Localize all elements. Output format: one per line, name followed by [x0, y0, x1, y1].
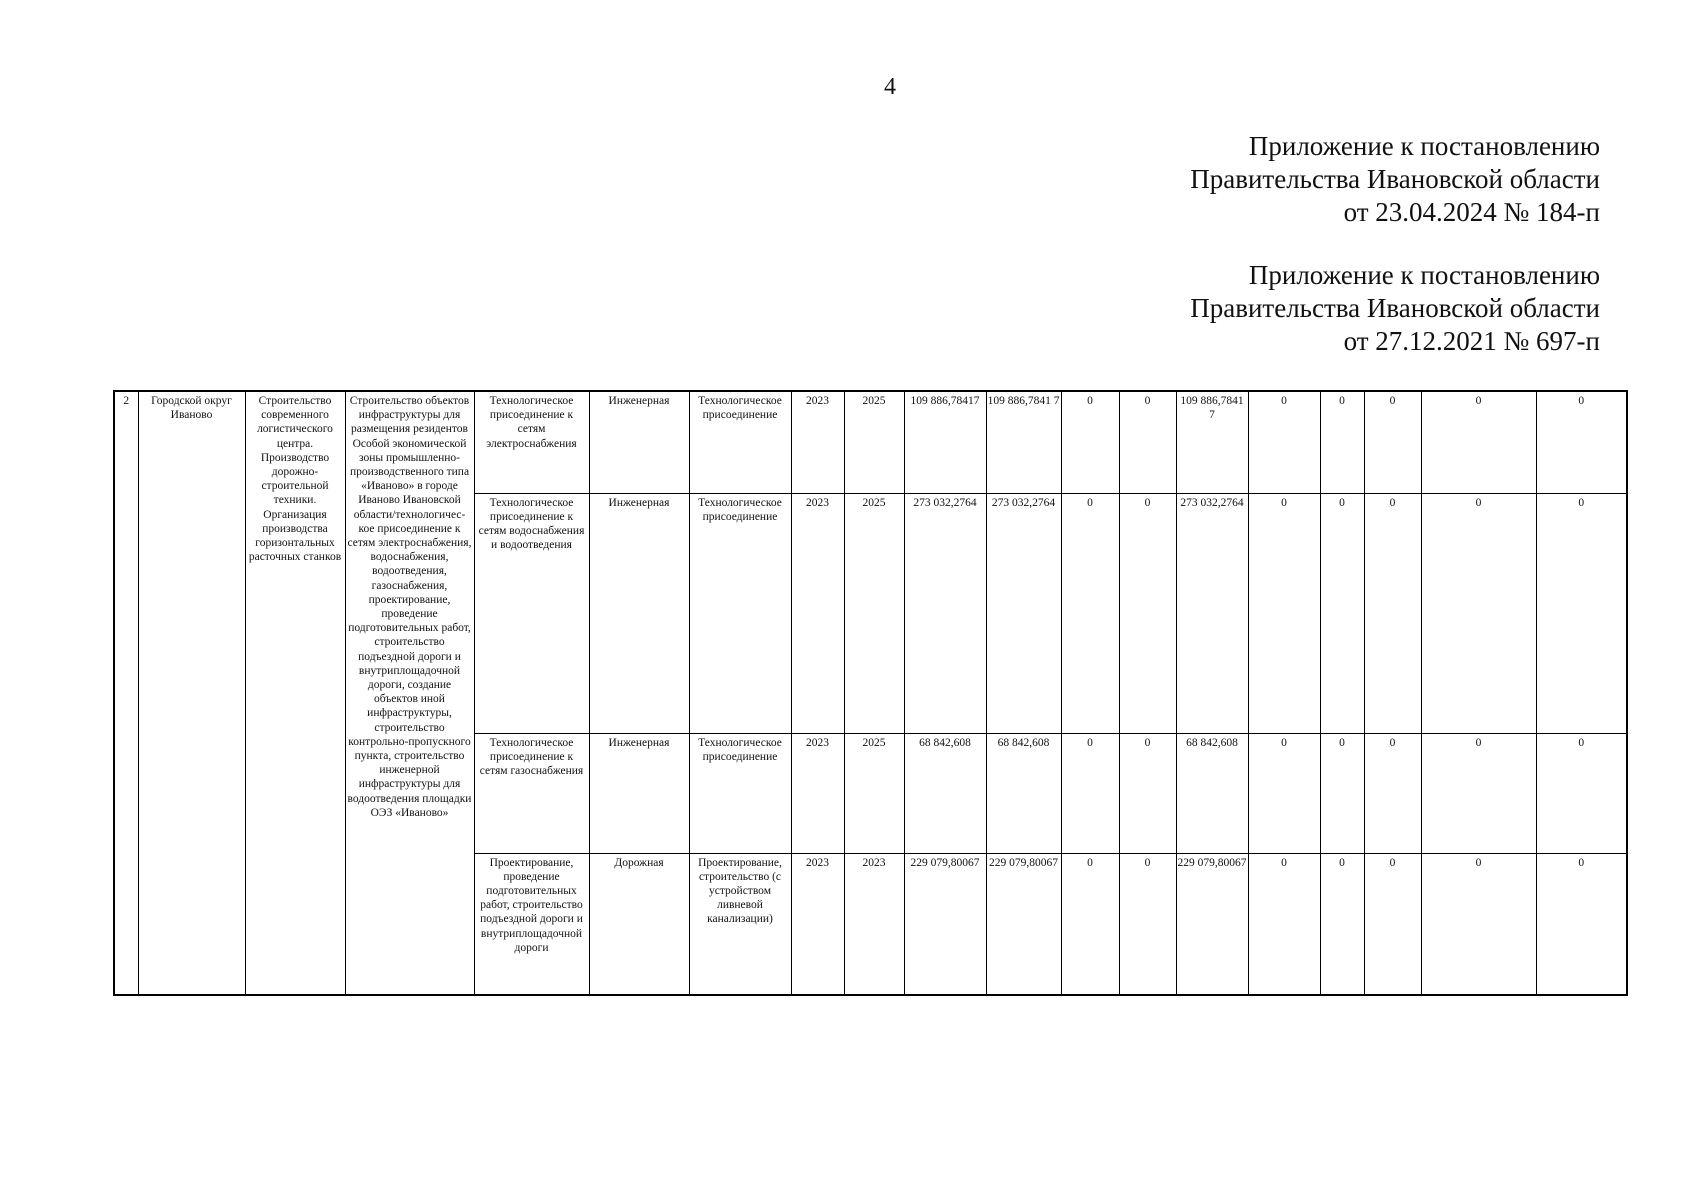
appendix-line: Приложение к постановлению [1248, 260, 1600, 290]
total-cost-cell: 273 032,2764 [904, 493, 986, 733]
value-cell: 0 [1119, 391, 1176, 493]
value-cell: 0 [1421, 391, 1536, 493]
value-cell: 0 [1421, 493, 1536, 733]
infrastructure-object-cell: Строительство объектов инфраструктуры для размещения резидентов Особой экономической зоны промышленно-производственного типа «Иваново» в городе Иваново Ивановской области/технологичес-кое присоединение к сетям электроснабжения, водоснабжения, водоотведения, газоснабжения, проектирование, проведение подготовительных работ, строительство подъездной дороги и внутриплощадочной дороги, создание объектов иной инфраструктуры, строительство контрольно-пропускного пункта, строительство инженерной инфраструктуры для водоотведения площадки ОЭЗ «Иваново» [345, 391, 474, 995]
value-cell: 0 [1421, 853, 1536, 995]
infrastructure-type-cell: Инженерная [589, 733, 689, 853]
total-cost-cell: 109 886,78417 [904, 391, 986, 493]
appendix-line: Правительства Ивановской области [1190, 164, 1600, 194]
value-cell: 0 [1248, 733, 1320, 853]
value-cell: 68 842,608 [986, 733, 1061, 853]
value-cell: 109 886,7841 7 [986, 391, 1061, 493]
value-cell: 0 [1248, 493, 1320, 733]
start-year-cell: 2023 [791, 493, 844, 733]
end-year-cell: 2025 [844, 391, 904, 493]
appendix-line: Приложение к постановлению [1248, 131, 1600, 161]
value-cell: 0 [1320, 493, 1364, 733]
value-cell: 0 [1061, 493, 1119, 733]
work-type-cell: Технологическое присоединение [689, 733, 791, 853]
value-cell: 0 [1061, 733, 1119, 853]
work-type-cell: Технологическое присоединение [689, 493, 791, 733]
infrastructure-table [113, 390, 1628, 996]
value-cell: 0 [1536, 853, 1627, 995]
value-cell: 273 032,2764 [1176, 493, 1248, 733]
value-cell: 0 [1536, 391, 1627, 493]
value-cell: 273 032,2764 [986, 493, 1061, 733]
appendix-heading-original [1190, 259, 1600, 358]
value-cell: 229 079,80067 [1176, 853, 1248, 995]
object-name-cell: Проектирование, проведение подготовительных работ, строительство подъездной дороги и внутриплощадочной дороги [474, 853, 589, 995]
value-cell: 0 [1364, 493, 1421, 733]
value-cell: 229 079,80067 [986, 853, 1061, 995]
value-cell: 0 [1320, 391, 1364, 493]
object-name-cell: Технологическое присоединение к сетям газоснабжения [474, 733, 589, 853]
start-year-cell: 2023 [791, 733, 844, 853]
work-type-cell: Проектирование, строительство (с устройством ливневой канализации) [689, 853, 791, 995]
page-number: 4 [884, 74, 896, 100]
value-cell: 0 [1119, 493, 1176, 733]
start-year-cell: 2023 [791, 391, 844, 493]
value-cell: 0 [1119, 853, 1176, 995]
value-cell: 0 [1248, 391, 1320, 493]
appendix-date-number: от 23.04.2024 № 184-п [1343, 197, 1600, 227]
value-cell: 0 [1536, 493, 1627, 733]
value-cell: 0 [1320, 853, 1364, 995]
appendix-heading-current [1190, 130, 1600, 229]
appendix-date-number: от 27.12.2021 № 697-п [1343, 326, 1600, 356]
appendix-line: Правительства Ивановской области [1190, 293, 1600, 323]
value-cell: 0 [1421, 733, 1536, 853]
value-cell: 0 [1061, 853, 1119, 995]
object-name-cell: Технологическое присоединение к сетям водоснабжения и водоотведения [474, 493, 589, 733]
value-cell: 68 842,608 [1176, 733, 1248, 853]
infrastructure-type-cell: Инженерная [589, 391, 689, 493]
end-year-cell: 2025 [844, 733, 904, 853]
value-cell: 0 [1061, 391, 1119, 493]
table-row [114, 391, 1627, 493]
total-cost-cell: 229 079,80067 [904, 853, 986, 995]
total-cost-cell: 68 842,608 [904, 733, 986, 853]
value-cell: 0 [1364, 853, 1421, 995]
value-cell: 0 [1119, 733, 1176, 853]
end-year-cell: 2023 [844, 853, 904, 995]
object-name-cell: Технологическое присоединение к сетям электроснабжения [474, 391, 589, 493]
infrastructure-type-cell: Дорожная [589, 853, 689, 995]
value-cell: 0 [1320, 733, 1364, 853]
value-cell: 0 [1364, 391, 1421, 493]
investment-project-cell: Строительство современного логистического центра. Производство дорожно-строительной техники. Организация производства горизонтальных расточных станков [245, 391, 345, 995]
municipality-cell: Городской округ Иваново [138, 391, 245, 995]
value-cell: 0 [1248, 853, 1320, 995]
infrastructure-type-cell: Инженерная [589, 493, 689, 733]
value-cell: 0 [1364, 733, 1421, 853]
start-year-cell: 2023 [791, 853, 844, 995]
row-number-cell: 2 [114, 391, 138, 995]
work-type-cell: Технологическое присоединение [689, 391, 791, 493]
value-cell: 109 886,7841 7 [1176, 391, 1248, 493]
value-cell: 0 [1536, 733, 1627, 853]
end-year-cell: 2025 [844, 493, 904, 733]
